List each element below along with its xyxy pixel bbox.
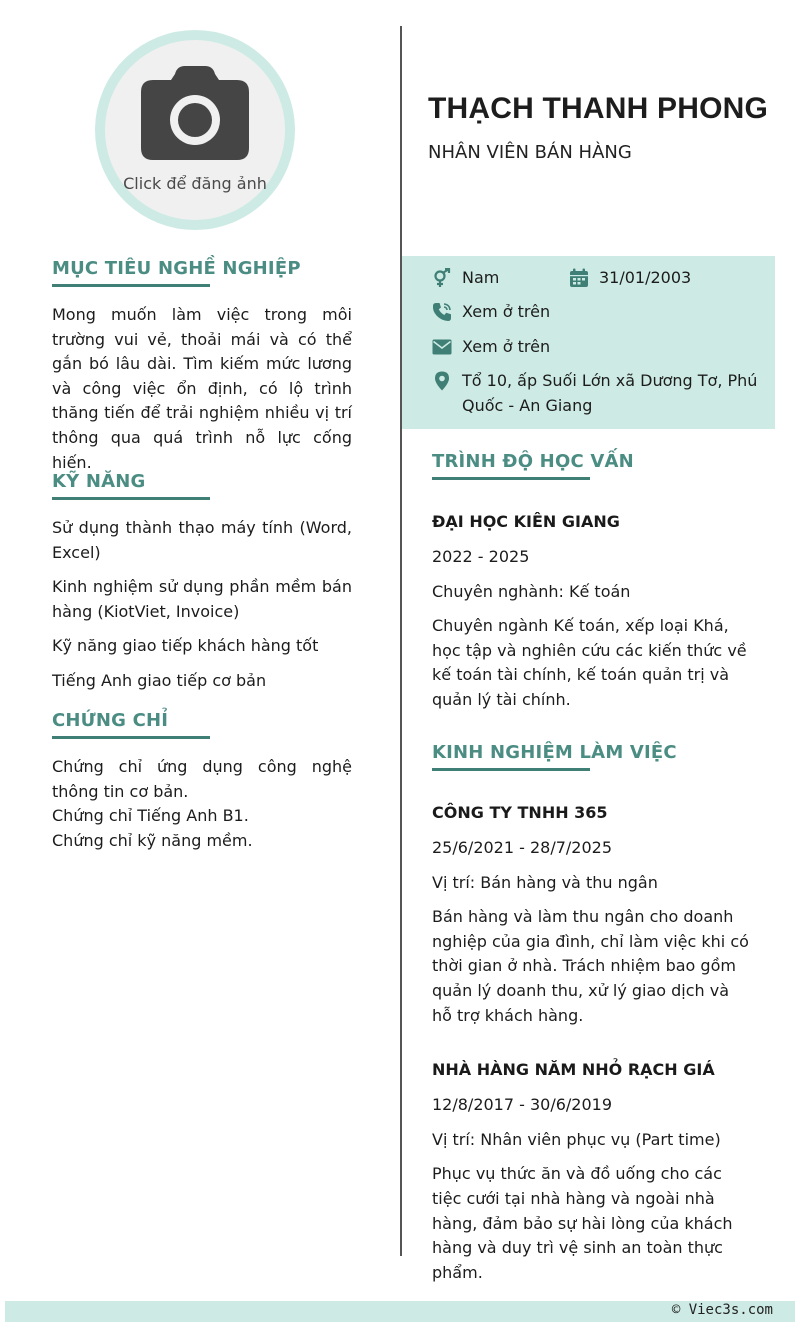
experience-period: 25/6/2021 - 28/7/2025 [432,838,613,857]
skill-item: Tiếng Anh giao tiếp cơ bản [52,670,267,690]
education-description: Chuyên ngành Kế toán, xếp loại Khá, học tập và nghiên cứu các kiến thức về kế toán tài chính, kế toán quản trị và quản lý tài chính. [432,616,747,709]
experience-company: CÔNG TY TNHH 365 [432,803,608,822]
footer-copyright: © Viec3s.com [671,1302,773,1318]
email-icon [432,337,452,357]
experience-description: Phục vụ thức ăn và đồ uống cho các tiệc cưới tại nhà hàng và ngoài nhà hàng, đảm bảo sự hài lòng của khách hàng và duy trì vệ sinh an toàn thực phẩm. [432,1164,733,1282]
phone-text: Xem ở trên [462,302,551,321]
education-major: Chuyên nghành: Kế toán [432,581,631,601]
certificates-title: CHỨNG CHỈ [52,710,352,739]
certificate-item: Chứng chỉ kỹ năng mềm. [52,830,253,850]
footer-bar [5,1301,795,1322]
address-text: Tổ 10, ấp Suối Lớn xã Dương Tơ, Phú Quốc - An Giang [462,371,758,415]
skills-section [52,471,352,704]
phone-icon [432,302,452,322]
education-title: TRÌNH ĐỘ HỌC VẤN [432,451,752,480]
experience-company: NHÀ HÀNG NĂM NHỎ RẠCH GIÁ [432,1060,715,1080]
experience-position: Vị trí: Nhân viên phục vụ (Part time) [432,1129,721,1149]
calendar-icon [569,268,589,288]
certificates-section [52,710,352,853]
experience-item [432,803,752,1028]
certificate-item: Chứng chỉ Tiếng Anh B1. [52,806,249,826]
candidate-role: NHÂN VIÊN BÁN HÀNG [428,142,632,163]
experience-position: Vị trí: Bán hàng và thu ngân [432,872,658,892]
email-text: Xem ở trên [462,337,551,356]
certificate-item: Chứng chỉ ứng dụng công nghệ thông tin cơ bản. [52,757,352,801]
experience-description: Bán hàng và làm thu ngân cho doanh nghiệp của gia đình, chỉ làm việc khi có thời gian ở nhà. Trách nhiệm bao gồm quản lý doanh thu, xử lý giao dịch và hỗ trợ khách hàng. [432,907,749,1025]
education-section [432,451,752,713]
gender-icon [432,268,452,288]
education-period: 2022 - 2025 [432,547,530,566]
experience-title: KINH NGHIỆM LÀM VIỆC [432,742,752,771]
education-school: ĐẠI HỌC KIÊN GIANG [432,512,620,531]
gender-text: Nam [462,268,500,287]
skill-item: Sử dụng thành thạo máy tính (Word, Excel) [52,518,352,562]
experience-period: 12/8/2017 - 30/6/2019 [432,1095,613,1115]
experience-section [432,742,752,1285]
experience-item [432,1060,752,1285]
dob-text: 31/01/2003 [599,268,692,287]
avatar-upload[interactable] [95,30,295,230]
skill-item: Kỹ năng giao tiếp khách hàng tốt [52,636,319,656]
candidate-name: THẠCH THANH PHONG [428,92,769,125]
contact-box [402,256,775,429]
skill-item: Kinh nghiệm sử dụng phần mềm bán hàng (KiotViet, Invoice) [52,577,352,621]
column-divider [400,26,402,1256]
location-pin-icon [432,371,452,391]
avatar-upload-label: Click để đăng ảnh [123,174,267,193]
objective-title: MỤC TIÊU NGHỀ NGHIỆP [52,258,352,287]
skills-title: KỸ NĂNG [52,471,352,500]
objective-text: Mong muốn làm việc trong môi trường vui vẻ, thoải mái và có thể gắn bó lâu dài. Tìm kiếm mức lương và công việc ổn định, có lộ trình thăng tiến để trải nghiệm nhiều vị trí thông qua quá trình nỗ lực cống hiến. [52,305,352,472]
objective-section [52,258,352,475]
camera-icon [141,66,249,162]
